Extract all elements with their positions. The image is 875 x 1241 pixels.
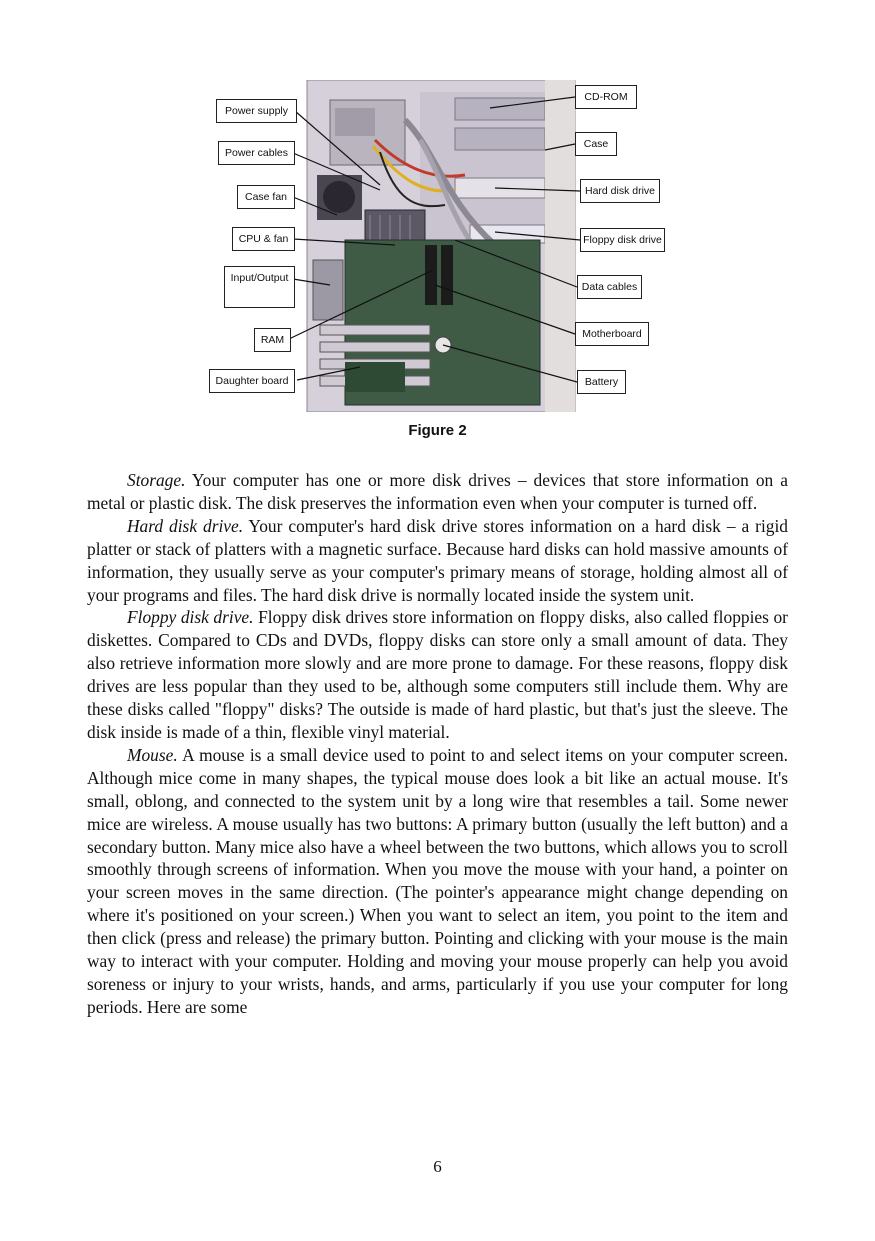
paragraph-mouse bbox=[87, 744, 788, 1019]
body-text bbox=[87, 469, 788, 1019]
paragraph-floppy-disk-drive bbox=[87, 606, 788, 743]
label-floppy-disk-drive: Floppy disk drive bbox=[580, 228, 665, 252]
label-case: Case bbox=[575, 132, 617, 156]
label-battery: Battery bbox=[577, 370, 626, 394]
paragraph-text: Your computer has one or more disk drives – devices that store information on a metal or plastic disk. The disk preserves the information even when your computer is turned off. bbox=[87, 470, 788, 513]
label-power-supply: Power supply bbox=[216, 99, 297, 123]
term-floppy-disk-drive: Floppy disk drive. bbox=[127, 607, 254, 628]
label-ram: RAM bbox=[254, 328, 291, 352]
term-mouse: Mouse. bbox=[127, 744, 178, 765]
label-cd-rom: CD-ROM bbox=[575, 85, 637, 109]
label-daughter-board: Daughter board bbox=[209, 369, 295, 393]
label-input-output: Input/Output bbox=[224, 266, 295, 308]
label-cpu-fan: CPU & fan bbox=[232, 227, 295, 251]
paragraph-storage bbox=[87, 469, 788, 515]
label-hard-disk-drive: Hard disk drive bbox=[580, 179, 660, 203]
computer-internals-figure bbox=[205, 80, 675, 412]
page-number: 6 bbox=[433, 1157, 442, 1176]
term-hard-disk-drive: Hard disk drive. bbox=[127, 515, 244, 536]
paragraph-text: Floppy disk drives store information on floppy disks, also called floppies or diskettes. Compared to CDs and DVDs, floppy disks can store only a small amount of data. They also retrieve information more slowly and are more prone to damage. For these reasons, floppy disk drives are less popular than they used to be, although some computers still include them. Why are these disks called "floppy" disks? The outside is made of hard plastic, but that's just the sleeve. The disk inside is made of a thin, flexible vinyl material. bbox=[87, 607, 788, 742]
term-storage: Storage. bbox=[127, 470, 186, 490]
label-case-fan: Case fan bbox=[237, 185, 295, 209]
figure-caption: Figure 2 bbox=[408, 422, 467, 439]
paragraph-hard-disk-drive bbox=[87, 515, 788, 607]
paragraph-text: Your computer's hard disk drive stores information on a hard disk – a rigid platter or stack of platters with a magnetic surface. Because hard disks can hold massive amounts of information, they usually serve as your computer's primary means of storage, holding almost all of your programs and files. The hard disk drive is normally located inside the system unit. bbox=[87, 515, 788, 605]
label-data-cables: Data cables bbox=[577, 275, 642, 299]
paragraph-text: A mouse is a small device used to point to and select items on your computer screen. Although mice come in many shapes, the typical mouse does look a bit like an actual mouse. It's small, oblong, and connected to the system unit by a long wire that resembles a tail. Some newer mice are wireless. A mouse usually has two buttons: A primary button (usually the left button) and a secondary button. Many mice also have a wheel between the two buttons, which allows you to scroll smoothly through screens of information. When you move the mouse with your hand, a pointer on your screen moves in the same direction. (The pointer's appearance might change depending on where it's positioned on your screen.) When you want to select an item, you point to the item and then click (press and release) the primary button. Pointing and clicking with your mouse is the main way to interact with your computer. Holding and moving your mouse properly can help you avoid soreness or injury to your wrists, hands, and arms, particularly if you use your computer for long periods. Here are some bbox=[87, 744, 788, 1017]
label-motherboard: Motherboard bbox=[575, 322, 649, 346]
label-power-cables: Power cables bbox=[218, 141, 295, 165]
